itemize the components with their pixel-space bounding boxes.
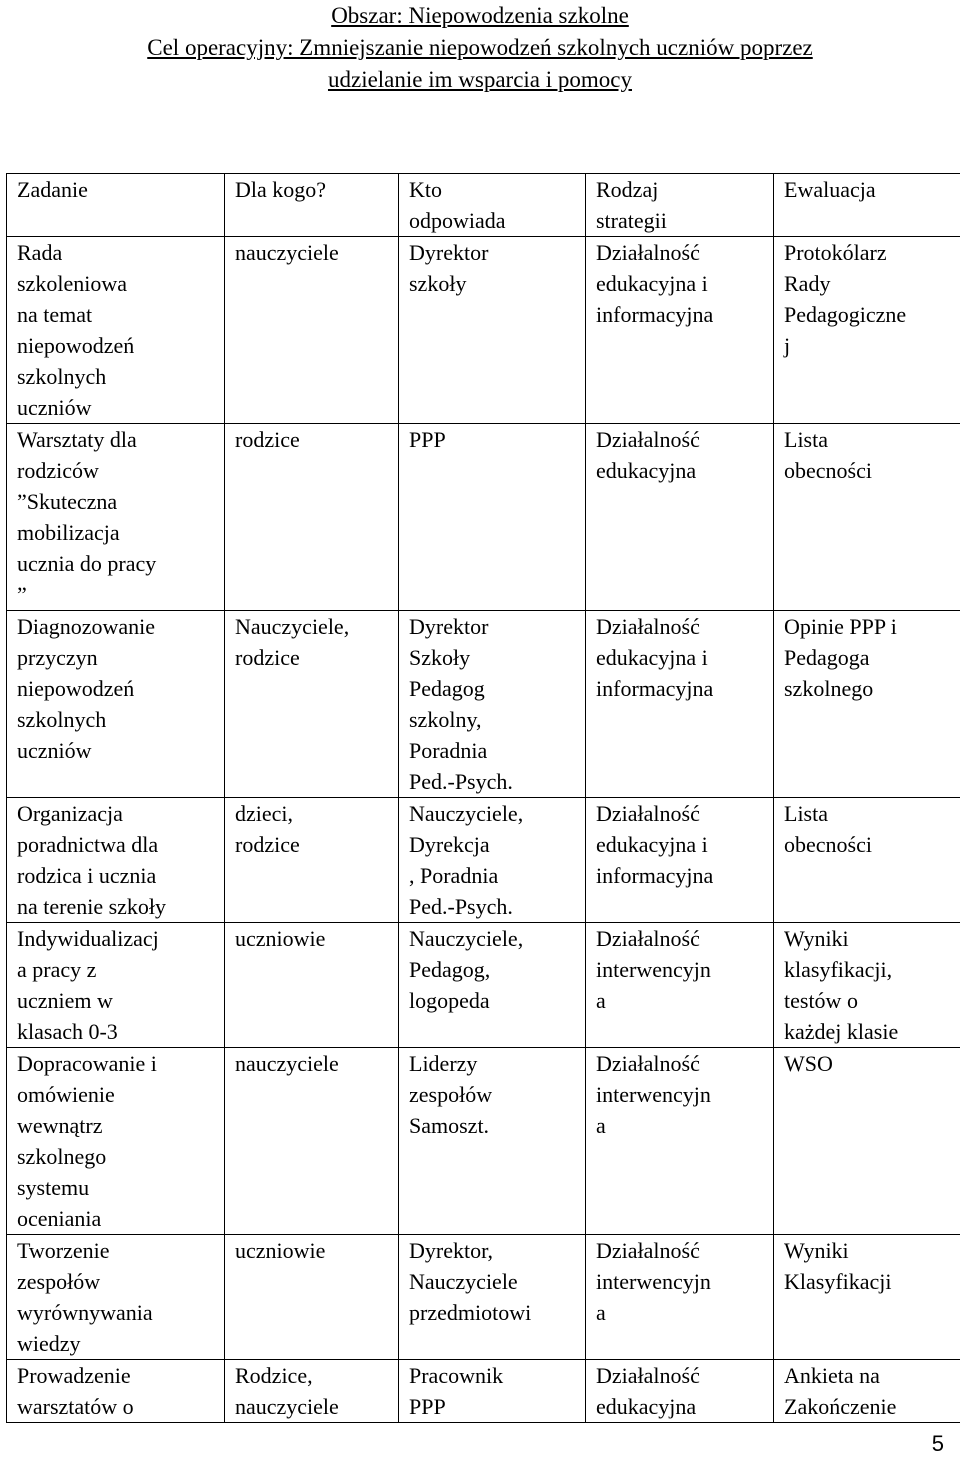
task-cell: Diagnozowanie przyczyn niepowodzeń szkolnych uczniów	[7, 611, 225, 798]
for-whom-cell: dzieci, rodzice	[225, 798, 399, 923]
responsible-cell: Pracownik PPP	[399, 1360, 586, 1423]
task-cell: Indywidualizacj a pracy z uczniem w klasach 0-3	[7, 923, 225, 1048]
evaluation-cell: Wyniki klasyfikacji, testów o każdej klasie	[774, 923, 960, 1048]
operational-goal-line-2: udzielanie im wsparcia i pomocy	[327, 67, 632, 92]
strategy-cell: Działalność edukacyjna	[586, 424, 774, 611]
strategy-cell: Działalność interwencyjn a	[586, 1235, 774, 1360]
evaluation-cell: WSO	[774, 1048, 960, 1235]
for-whom-cell: uczniowie	[225, 923, 399, 1048]
table-row	[7, 1360, 960, 1423]
page-number: 5	[931, 1431, 944, 1456]
responsible-cell: Dyrektor, Nauczyciele przedmiotowi	[399, 1235, 586, 1360]
for-whom-cell: rodzice	[225, 424, 399, 611]
strategy-cell: Działalność edukacyjna	[586, 1360, 774, 1423]
responsible-cell: Liderzy zespołów Samoszt.	[399, 1048, 586, 1235]
evaluation-cell: Ankieta na Zakończenie	[774, 1360, 960, 1423]
header-cell-strategy: Rodzaj strategii	[586, 174, 774, 237]
document-heading	[0, 0, 960, 96]
evaluation-cell: Lista obecności	[774, 798, 960, 923]
task-cell: Warsztaty dla rodziców ”Skuteczna mobilizacja ucznia do pracy ”	[7, 424, 225, 611]
task-cell: Rada szkoleniowa na temat niepowodzeń szkolnych uczniów	[7, 237, 225, 424]
area-title: Obszar: Niepowodzenia szkolne	[331, 3, 629, 28]
strategy-cell: Działalność edukacyjna i informacyjna	[586, 237, 774, 424]
evaluation-cell: Wyniki Klasyfikacji	[774, 1235, 960, 1360]
responsible-cell: PPP	[399, 424, 586, 611]
tasks-table	[6, 173, 960, 1423]
task-cell: Tworzenie zespołów wyrównywania wiedzy	[7, 1235, 225, 1360]
strategy-cell: Działalność edukacyjna i informacyjna	[586, 798, 774, 923]
operational-goal-line-1: Cel operacyjny: Zmniejszanie niepowodzeń szkolnych uczniów poprzez	[147, 35, 813, 60]
table-row	[7, 1235, 960, 1360]
header-cell-task: Zadanie	[7, 174, 225, 237]
responsible-cell: Nauczyciele, Dyrekcja , Poradnia Ped.-Psych.	[399, 798, 586, 923]
task-cell: Prowadzenie warsztatów o	[7, 1360, 225, 1423]
header-cell-evaluation: Ewaluacja	[774, 174, 960, 237]
table-row	[7, 424, 960, 611]
task-cell: Organizacja poradnictwa dla rodzica i ucznia na terenie szkoły	[7, 798, 225, 923]
header-cell-responsible: Kto odpowiada	[399, 174, 586, 237]
table-row	[7, 798, 960, 923]
evaluation-cell: Lista obecności	[774, 424, 960, 611]
responsible-cell: Dyrektor szkoły	[399, 237, 586, 424]
table-row	[7, 1048, 960, 1235]
strategy-cell: Działalność interwencyjn a	[586, 1048, 774, 1235]
evaluation-cell: Protokólarz Rady Pedagogiczne j	[774, 237, 960, 424]
for-whom-cell: uczniowie	[225, 1235, 399, 1360]
table-row	[7, 237, 960, 424]
evaluation-cell: Opinie PPP i Pedagoga szkolnego	[774, 611, 960, 798]
for-whom-cell: nauczyciele	[225, 1048, 399, 1235]
for-whom-cell: nauczyciele	[225, 237, 399, 424]
table-row	[7, 611, 960, 798]
header-cell-for-whom: Dla kogo?	[225, 174, 399, 237]
responsible-cell: Nauczyciele, Pedagog, logopeda	[399, 923, 586, 1048]
responsible-cell: Dyrektor Szkoły Pedagog szkolny, Poradnia Ped.-Psych.	[399, 611, 586, 798]
table-header-row	[7, 174, 960, 237]
strategy-cell: Działalność edukacyjna i informacyjna	[586, 611, 774, 798]
strategy-cell: Działalność interwencyjn a	[586, 923, 774, 1048]
for-whom-cell: Nauczyciele, rodzice	[225, 611, 399, 798]
task-cell: Dopracowanie i omówienie wewnątrz szkolnego systemu oceniania	[7, 1048, 225, 1235]
for-whom-cell: Rodzice, nauczyciele	[225, 1360, 399, 1423]
table-row	[7, 923, 960, 1048]
